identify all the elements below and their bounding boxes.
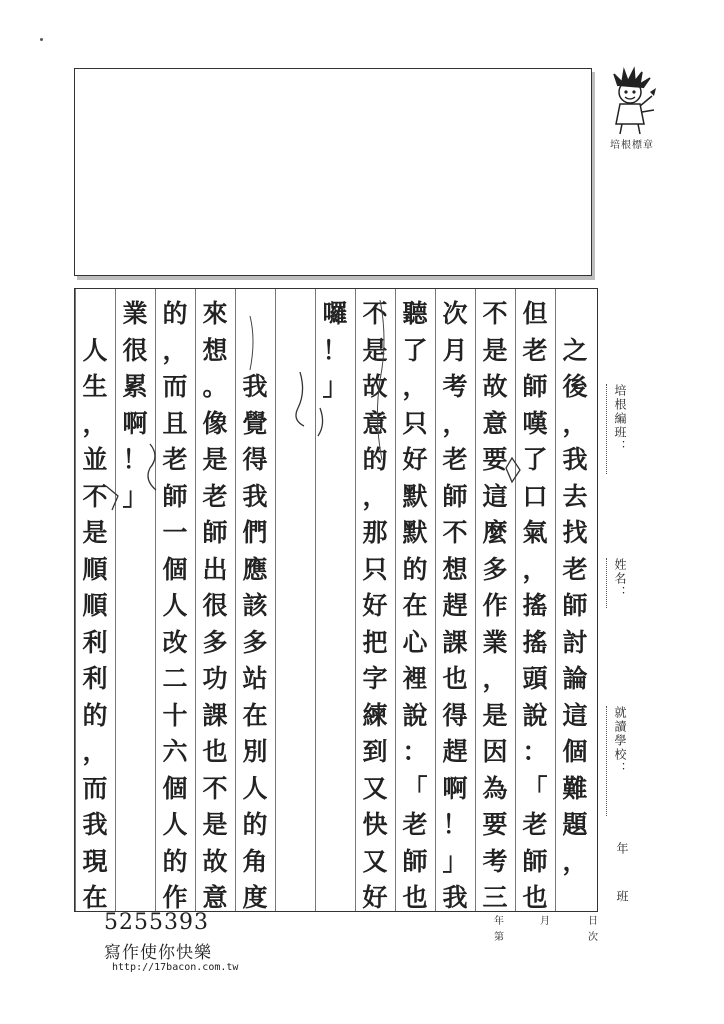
essay-char: ， xyxy=(402,372,428,401)
essay-char: 利 xyxy=(82,664,108,693)
essay-char: 討 xyxy=(562,627,588,657)
essay-char: 好 xyxy=(402,445,428,474)
essay-char: 師 xyxy=(522,372,548,401)
essay-char: ， xyxy=(522,554,548,584)
essay-char: 覺 xyxy=(242,408,268,438)
essay-char: 又 xyxy=(362,773,388,803)
name-line xyxy=(606,558,608,608)
essay-char: 默 xyxy=(402,518,428,547)
date-month: 月 xyxy=(540,916,550,927)
essay-char: 不 xyxy=(202,773,228,803)
essay-char xyxy=(555,295,595,333)
essay-char: 把 xyxy=(362,627,388,657)
essay-char: ！ xyxy=(122,445,148,474)
essay-char xyxy=(115,551,155,589)
column-divider xyxy=(75,289,76,911)
essay-char: 功 xyxy=(202,664,228,693)
essay-char xyxy=(115,697,155,735)
grade-label: 年 xyxy=(615,842,629,856)
teacher-comment-box xyxy=(74,68,592,276)
essay-char: 多 xyxy=(482,554,508,584)
essay-char: 好 xyxy=(362,591,388,620)
essay-char xyxy=(275,441,315,479)
essay-char: 這 xyxy=(562,700,588,730)
essay-char: 出 xyxy=(202,554,228,584)
essay-char: 啊 xyxy=(122,408,148,438)
essay-char: 那 xyxy=(362,518,388,547)
essay-char: 去 xyxy=(562,481,588,511)
essay-char: 我 xyxy=(242,372,268,401)
essay-char: 得 xyxy=(242,445,268,474)
essay-char: 應 xyxy=(242,554,268,584)
essay-char xyxy=(235,332,275,370)
essay-column xyxy=(355,289,395,911)
essay-char xyxy=(275,332,315,370)
essay-char: 人 xyxy=(82,335,108,365)
essay-char: 且 xyxy=(162,408,188,438)
column-divider xyxy=(235,289,236,911)
scan-speck xyxy=(40,38,43,41)
column-divider xyxy=(355,289,356,911)
essay-char: ， xyxy=(482,664,508,693)
essay-char: 難 xyxy=(562,773,588,803)
essay-char: 意 xyxy=(362,408,388,438)
essay-char xyxy=(315,551,355,589)
essay-char: ： xyxy=(402,737,428,766)
essay-char: 師 xyxy=(562,591,588,620)
essay-char: 師 xyxy=(202,518,228,547)
essay-char: 我 xyxy=(82,810,108,839)
essay-char: 又 xyxy=(362,846,388,876)
essay-char: 業 xyxy=(482,627,508,657)
essay-char: 老 xyxy=(442,445,468,474)
essay-char xyxy=(315,660,355,698)
essay-char: 心 xyxy=(402,627,428,657)
essay-char: 師 xyxy=(522,846,548,876)
essay-char xyxy=(315,879,355,917)
essay-column xyxy=(555,289,595,911)
essay-char: 默 xyxy=(402,481,428,511)
essay-char: 也 xyxy=(402,883,428,912)
essay-char: 要 xyxy=(482,445,508,474)
essay-char: 不 xyxy=(82,481,108,511)
essay-char xyxy=(275,478,315,516)
essay-char: 了 xyxy=(402,335,428,365)
mascot-icon xyxy=(604,66,660,136)
date-ordinal: 第 xyxy=(494,932,504,943)
essay-char: 人 xyxy=(162,591,188,620)
essay-char xyxy=(115,806,155,844)
essay-char: 」 xyxy=(322,372,348,401)
essay-char: 但 xyxy=(522,299,548,328)
essay-char: 站 xyxy=(242,664,268,693)
essay-char: ， xyxy=(162,335,188,365)
essay-char: 找 xyxy=(562,518,588,547)
essay-char xyxy=(275,843,315,881)
essay-char: 在 xyxy=(242,700,268,730)
essay-char: 搖 xyxy=(522,591,548,620)
essay-char: ： xyxy=(522,737,548,766)
essay-column xyxy=(435,289,475,911)
essay-char: 好 xyxy=(362,883,388,912)
essay-char xyxy=(115,514,155,552)
column-divider xyxy=(515,289,516,911)
essay-char: ， xyxy=(562,408,588,438)
essay-char: 趕 xyxy=(442,591,468,620)
essay-char: 快 xyxy=(362,810,388,839)
essay-char: 論 xyxy=(562,664,588,693)
column-divider xyxy=(395,289,396,911)
essay-char xyxy=(75,295,115,333)
essay-char: 改 xyxy=(162,627,188,657)
essay-char: 在 xyxy=(402,591,428,620)
essay-char: ！ xyxy=(322,335,348,365)
essay-char xyxy=(275,295,315,333)
essay-char: 之 xyxy=(562,335,588,365)
essay-char: 在 xyxy=(82,883,108,912)
essay-char xyxy=(275,733,315,771)
essay-char: 角 xyxy=(242,846,268,876)
essay-char xyxy=(315,441,355,479)
essay-column xyxy=(395,289,435,911)
essay-char: 作 xyxy=(482,591,508,620)
essay-char: 老 xyxy=(202,481,228,511)
essay-char: 月 xyxy=(442,335,468,365)
column-divider xyxy=(115,289,116,911)
essay-char: 」 xyxy=(442,846,468,876)
essay-char: 老 xyxy=(562,554,588,584)
essay-char: 而 xyxy=(162,372,188,401)
essay-char: 個 xyxy=(162,773,188,803)
date-year: 年 xyxy=(494,916,504,927)
essay-char: 麼 xyxy=(482,518,508,547)
essay-char xyxy=(275,806,315,844)
essay-char: 後 xyxy=(562,372,588,401)
essay-char: ， xyxy=(82,408,108,438)
essay-char xyxy=(315,770,355,808)
essay-char: 因 xyxy=(482,737,508,766)
essay-char xyxy=(275,514,315,552)
column-divider xyxy=(435,289,436,911)
essay-char: 次 xyxy=(442,299,468,328)
essay-char: 像 xyxy=(202,408,228,438)
essay-char: 作 xyxy=(162,883,188,912)
essay-char: ， xyxy=(82,737,108,766)
essay-char: 我 xyxy=(442,883,468,912)
essay-char: 老 xyxy=(522,335,548,365)
essay-char xyxy=(315,587,355,625)
essay-char: 也 xyxy=(522,883,548,912)
essay-char xyxy=(275,624,315,662)
essay-char xyxy=(275,879,315,917)
essay-char: 是 xyxy=(482,700,508,730)
essay-char xyxy=(115,587,155,625)
essay-char xyxy=(275,660,315,698)
essay-char: 不 xyxy=(482,299,508,328)
essay-char xyxy=(315,478,355,516)
essay-char: 題 xyxy=(562,810,588,839)
essay-char: 三 xyxy=(482,883,508,912)
essay-char: 意 xyxy=(482,408,508,438)
essay-char xyxy=(275,368,315,406)
essay-char xyxy=(115,843,155,881)
essay-char: 老 xyxy=(162,445,188,474)
essay-char: ， xyxy=(442,408,468,438)
essay-char: 故 xyxy=(362,372,388,401)
essay-char: 。 xyxy=(202,372,228,401)
column-divider xyxy=(475,289,476,911)
essay-char: 的 xyxy=(82,700,108,730)
essay-char: 老 xyxy=(522,810,548,839)
essay-char xyxy=(315,806,355,844)
essay-char: 人 xyxy=(162,810,188,839)
essay-char xyxy=(275,551,315,589)
essay-char xyxy=(235,295,275,333)
essay-char: 是 xyxy=(362,335,388,365)
essay-char: 別 xyxy=(242,737,268,766)
essay-char: 業 xyxy=(122,299,148,328)
essay-char: 囉 xyxy=(322,299,348,328)
essay-char: 說 xyxy=(402,700,428,730)
essay-column xyxy=(155,289,195,911)
essay-char xyxy=(115,660,155,698)
essay-char: 來 xyxy=(202,299,228,328)
essay-char: 為 xyxy=(482,773,508,803)
essay-char xyxy=(275,697,315,735)
footer-number: 5255393 xyxy=(104,910,209,935)
essay-char xyxy=(115,733,155,771)
essay-char xyxy=(115,624,155,662)
essay-char: 並 xyxy=(82,445,108,474)
essay-column xyxy=(115,289,155,911)
essay-column xyxy=(275,289,315,911)
essay-char: 氣 xyxy=(522,518,548,547)
essay-char: 六 xyxy=(162,737,188,766)
essay-char: 考 xyxy=(442,372,468,401)
name-label: 姓名： xyxy=(613,558,627,600)
essay-char: 生 xyxy=(82,372,108,401)
essay-char: 搖 xyxy=(522,627,548,657)
date-times: 次 xyxy=(588,932,598,943)
essay-char: ！ xyxy=(442,810,468,839)
essay-char: 字 xyxy=(362,664,388,693)
column-divider xyxy=(315,289,316,911)
school-line xyxy=(606,706,608,816)
essay-char: 聽 xyxy=(402,299,428,328)
essay-char: 課 xyxy=(202,700,228,730)
essay-char: 的 xyxy=(402,554,428,584)
essay-column xyxy=(75,289,115,911)
stamp-label: 培根標章 xyxy=(610,140,654,151)
essay-char xyxy=(275,770,315,808)
column-divider xyxy=(155,289,156,911)
class-suffix: 班 xyxy=(615,890,629,904)
essay-char: 順 xyxy=(82,554,108,584)
essay-char: 多 xyxy=(242,627,268,657)
essay-char: 不 xyxy=(362,299,388,328)
essay-char: 的 xyxy=(362,445,388,474)
essay-char: 人 xyxy=(242,773,268,803)
essay-column xyxy=(475,289,515,911)
essay-char: 是 xyxy=(482,335,508,365)
essay-grid xyxy=(74,288,598,912)
class-label: 培根編班： xyxy=(613,384,627,454)
essay-char: 師 xyxy=(162,481,188,511)
essay-char xyxy=(315,843,355,881)
column-divider xyxy=(195,289,196,911)
essay-char: 我 xyxy=(562,445,588,474)
essay-char: 很 xyxy=(122,335,148,365)
essay-char: 師 xyxy=(402,846,428,876)
essay-char xyxy=(315,624,355,662)
class-line xyxy=(606,384,608,474)
essay-char: 故 xyxy=(482,372,508,401)
essay-char: 十 xyxy=(162,700,188,730)
column-divider xyxy=(555,289,556,911)
essay-char: 利 xyxy=(82,627,108,657)
school-label: 就讀學校： xyxy=(613,706,627,776)
essay-char: 師 xyxy=(442,481,468,511)
essay-column xyxy=(315,289,355,911)
essay-column xyxy=(195,289,235,911)
essay-char: 的 xyxy=(162,299,188,328)
essay-char xyxy=(275,405,315,443)
essay-char: 課 xyxy=(442,627,468,657)
essay-char: 得 xyxy=(442,700,468,730)
essay-char: 「 xyxy=(522,773,548,803)
essay-char: 」 xyxy=(122,481,148,511)
essay-char: 二 xyxy=(162,664,188,693)
essay-char: 裡 xyxy=(402,664,428,693)
essay-char: 考 xyxy=(482,846,508,876)
essay-char: 不 xyxy=(442,518,468,547)
essay-char: 們 xyxy=(242,518,268,547)
essay-char: 的 xyxy=(242,810,268,839)
essay-char: 也 xyxy=(442,664,468,693)
essay-char: 個 xyxy=(162,554,188,584)
essay-char: ， xyxy=(362,481,388,511)
essay-char: 想 xyxy=(202,335,228,365)
essay-char: 是 xyxy=(202,445,228,474)
essay-char: 練 xyxy=(362,700,388,730)
essay-char: 順 xyxy=(82,591,108,620)
essay-char: 嘆 xyxy=(522,408,548,438)
essay-char: 了 xyxy=(522,445,548,474)
essay-column xyxy=(235,289,275,911)
essay-char xyxy=(315,405,355,443)
essay-char: 說 xyxy=(522,700,548,730)
essay-char: 該 xyxy=(242,591,268,620)
essay-char: 想 xyxy=(442,554,468,584)
essay-char xyxy=(115,770,155,808)
essay-char: 個 xyxy=(562,737,588,766)
essay-char xyxy=(315,733,355,771)
essay-char: 啊 xyxy=(442,773,468,803)
essay-char: 度 xyxy=(242,883,268,912)
essay-char: 趕 xyxy=(442,737,468,766)
essay-char: 故 xyxy=(202,846,228,876)
essay-char: 是 xyxy=(202,810,228,839)
essay-column xyxy=(515,289,555,911)
column-divider xyxy=(275,289,276,911)
essay-char: 是 xyxy=(82,518,108,547)
essay-char: 「 xyxy=(402,773,428,803)
essay-char: 只 xyxy=(402,408,428,438)
essay-char xyxy=(275,587,315,625)
essay-char: 也 xyxy=(202,737,228,766)
footer-slogan: 寫作使你快樂 xyxy=(104,943,212,963)
essay-char: 口 xyxy=(522,481,548,511)
essay-char: 意 xyxy=(202,883,228,912)
essay-char: 累 xyxy=(122,372,148,401)
essay-char: 只 xyxy=(362,554,388,584)
essay-char: 我 xyxy=(242,481,268,511)
essay-char: 頭 xyxy=(522,664,548,693)
essay-char: 要 xyxy=(482,810,508,839)
footer-url: http://17bacon.com.tw xyxy=(112,962,239,973)
essay-char: 的 xyxy=(162,846,188,876)
essay-char: 而 xyxy=(82,773,108,803)
essay-char: 多 xyxy=(202,627,228,657)
essay-char: 老 xyxy=(402,810,428,839)
essay-char: 一 xyxy=(162,518,188,547)
essay-char xyxy=(315,697,355,735)
essay-char: ， xyxy=(562,846,588,876)
essay-char: 到 xyxy=(362,737,388,766)
essay-char xyxy=(315,514,355,552)
essay-char: 很 xyxy=(202,591,228,620)
essay-char: 這 xyxy=(482,481,508,511)
essay-char: 現 xyxy=(82,846,108,876)
date-day: 日 xyxy=(588,916,598,927)
